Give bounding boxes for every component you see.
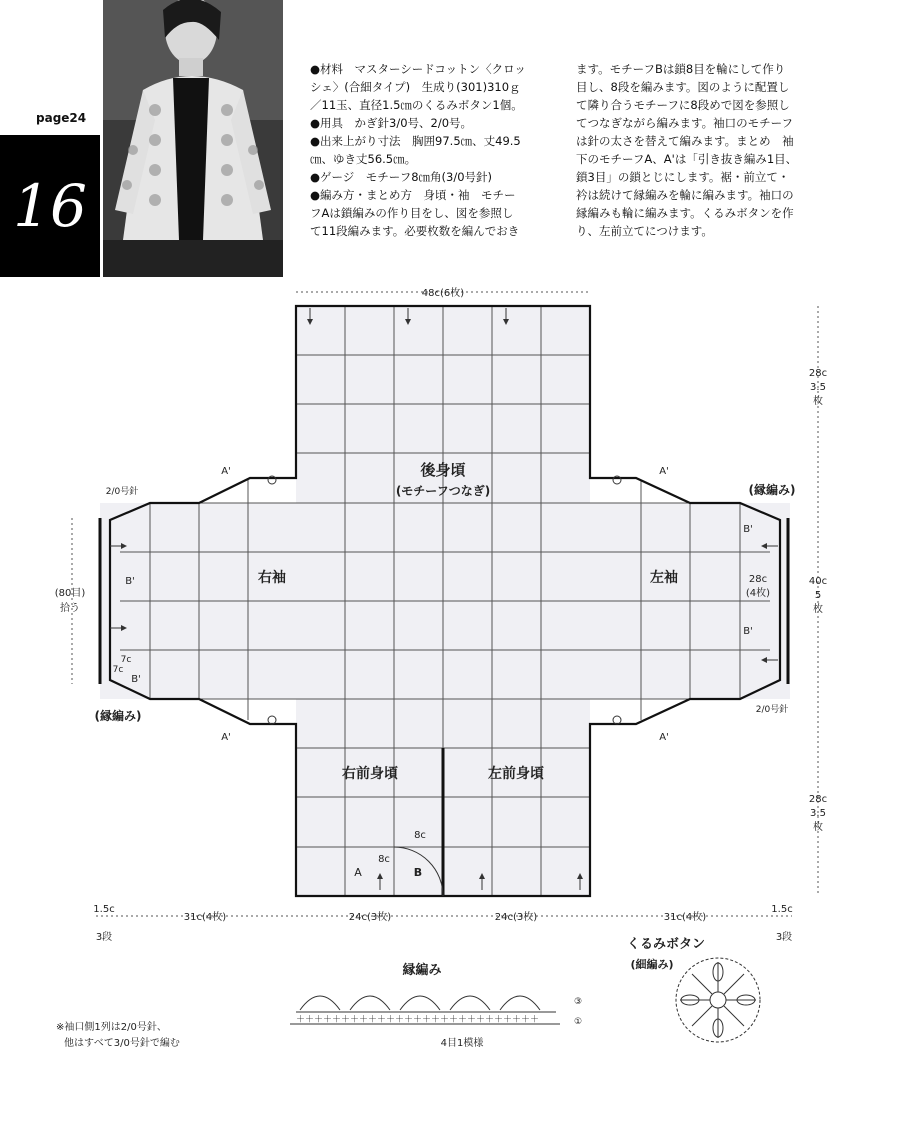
height-mid-3: 枚	[813, 604, 823, 615]
instruction-line: ●ゲージ モチーフ8㎝角(3/0号針)	[310, 170, 493, 184]
back-title: 後身頃	[420, 461, 466, 479]
svg-text:＋＋＋＋＋＋＋＋＋＋＋＋＋＋＋＋＋＋＋＋＋＋＋＋＋＋＋: ＋＋＋＋＋＋＋＋＋＋＋＋＋＋＋＋＋＋＋＋＋＋＋＋＋＋＋	[296, 1015, 540, 1025]
b-prime-left-2: B'	[131, 674, 141, 685]
page-label: page24	[36, 111, 87, 125]
button-subtitle: (細編み)	[630, 958, 674, 971]
instruction-line: ／11玉、直径1.5㎝のくるみボタン1個。	[310, 98, 523, 112]
instruction-line: て11段編みます。必要枚数を編んでおき	[310, 224, 520, 238]
instruction-line: ●材料 マスターシードコットン〈クロッ	[310, 62, 526, 76]
height-top-1: 28c	[808, 368, 828, 379]
b-prime-right-2: B'	[743, 626, 753, 637]
model-photo	[103, 0, 283, 277]
instruction-line: ます。モチーフBは鎖8目を輪にして作り	[576, 62, 786, 76]
hook-note-right: 2/0号針	[755, 705, 789, 715]
right-front-label: 右前身頃	[342, 766, 398, 782]
right-sleeve-label: 右袖	[258, 570, 286, 586]
button-chart	[676, 958, 760, 1042]
instruction-line: 目し、8段を編みます。図のように配置し	[576, 80, 790, 94]
instruction-line: ㎝、ゆき丈56.5㎝。	[310, 152, 417, 166]
instruction-line: ●出来上がり寸法 胸囲97.5㎝、丈49.5	[310, 134, 521, 148]
motif-b-label: B	[413, 866, 423, 879]
instructions-left	[310, 60, 560, 240]
a-prime-top-left: A'	[221, 466, 231, 477]
bottom-dim-4: 31c(4枚)	[663, 912, 707, 923]
instruction-line: シェ〉(合細タイプ) 生成り(301)310ｇ	[310, 80, 521, 94]
dim-rows-right: 3段	[775, 932, 793, 943]
b-prime-left-1: B'	[125, 576, 135, 587]
instruction-line: て隣り合うモチーフに8段めで図を参照し	[576, 98, 790, 112]
sleeve-length: 28c	[748, 574, 768, 585]
a-prime-top-right: A'	[659, 466, 669, 477]
bottom-dim-1: 31c(4枚)	[183, 912, 227, 923]
height-mid-1: 40c	[808, 576, 828, 587]
button-title: くるみボタン	[626, 937, 706, 952]
height-top-3: 枚	[813, 396, 823, 407]
left-front-label: 左前身頃	[488, 766, 544, 782]
sleeve-count: (4枚)	[745, 588, 771, 599]
bottom-dim-0: 1.5c	[93, 904, 115, 915]
bottom-dim-5: 1.5c	[771, 904, 793, 915]
height-bot-1: 28c	[808, 794, 828, 805]
motif-size-label-2: 8c	[414, 830, 426, 841]
cuff-7c-1: 7c	[120, 655, 132, 665]
bottom-dim-3: 24c(3枚)	[494, 912, 538, 923]
back-subtitle: (モチーフつなぎ)	[395, 484, 491, 498]
instruction-line: ●用具 かぎ針3/0号、2/0号。	[310, 116, 473, 130]
note-line-2: 他はすべて3/0号針で編む	[64, 1038, 180, 1049]
hook-note-left: 2/0号針	[105, 487, 139, 497]
edging-row-1: ①	[574, 1017, 583, 1027]
instruction-line: 衿は続けて縁編みを輪に編みます。袖口の	[576, 188, 794, 202]
edge-label-right: (縁編み)	[748, 483, 796, 497]
instruction-line: ●編み方・まとめ方 身頃・袖 モチー	[310, 188, 516, 202]
edging-repeat: 4目1模様	[440, 1038, 484, 1049]
height-top-2: 3.5	[810, 382, 826, 393]
note-line-1: ※袖口側1列は2/0号針、	[56, 1022, 167, 1033]
pattern-number: 16	[0, 135, 100, 277]
instruction-line: 下のモチーフA、A'は「引き抜き編み1目、	[576, 152, 798, 166]
height-bot-3: 枚	[813, 822, 823, 833]
edge-label-left: (縁編み)	[94, 709, 142, 723]
edging-row-3: ③	[574, 997, 583, 1007]
top-width-label: 48c(6枚)	[421, 288, 465, 299]
motif-a-label: A	[354, 866, 362, 879]
instruction-line: フAは鎖編みの作り目をし、図を参照し	[310, 206, 514, 220]
left-sleeve-label: 左袖	[650, 570, 678, 586]
instructions-right	[576, 60, 826, 240]
dim-rows-left: 3段	[95, 932, 113, 943]
instruction-line: 縁編みも輪に編みます。くるみボタンを作	[576, 206, 794, 220]
edging-title: 縁編み	[402, 963, 442, 978]
edging-stitches	[296, 1014, 539, 1025]
instruction-line: てつなぎながら編みます。袖口のモチーフ	[576, 116, 794, 130]
height-bot-2: 3.5	[810, 808, 826, 819]
a-prime-bottom-right: A'	[659, 732, 669, 743]
cuff-7c-2: 7c	[112, 665, 124, 675]
pickup-label: 拾う	[60, 603, 80, 614]
b-prime-right-1: B'	[743, 524, 753, 535]
pattern-diagram	[0, 280, 900, 1130]
bottom-dim-2: 24c(3枚)	[348, 912, 392, 923]
height-mid-2: 5	[814, 590, 822, 601]
motif-size-label: 8c	[378, 854, 390, 865]
a-prime-bottom-left: A'	[221, 732, 231, 743]
pickup-count: (80目)	[54, 588, 86, 599]
instruction-line: り、左前立てにつけます。	[576, 224, 713, 238]
instruction-line: は針の太さを替えて編みます。まとめ 袖	[576, 134, 794, 148]
instruction-line: 鎖3目」の鎖とじにします。裾・前立て・	[576, 170, 790, 184]
